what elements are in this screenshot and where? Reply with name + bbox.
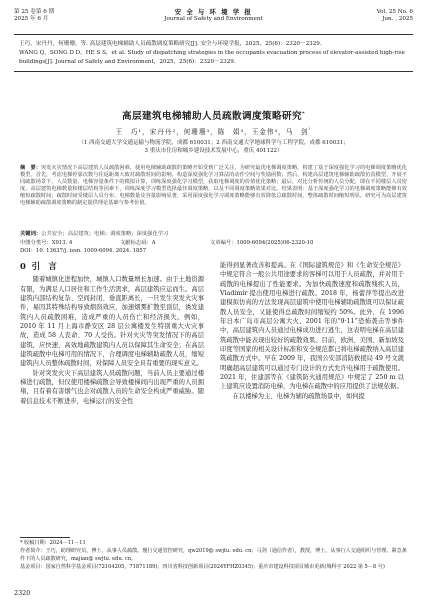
citation-cn: 王巧，宋丹丹，何珊珊，等. 高层建筑电梯辅助人员疏散调度策略研究[J]. 安全与环境学报，2025，25(6)：2320－2329. — [19, 41, 322, 47]
clc-number: 中图分类号：X913. 4 — [20, 240, 73, 246]
abstract-text: 突发火灾情况下高层建筑人员疏散困难，使用电梯辅助疏散的策略开始受到广泛关注。为研究最优电梯调度策略，构建了基于深度强化学习的电梯调度策略优化模型。首先，考虑电梯停靠次数与往返距离大致对疏散时间的影响，构造深度强化学习算法的动作空间与奖励函数；然后，构建高层建筑电梯辅助疏散仿真模型，开展不同疏散场景下，人员数量、电梯容量条件下的模拟计算，训练深度强化学习模型，获取电梯调度的价值优化策略；最后，对比分析传统的人员分配，即在不同楼层人员密度、高层建筑电梯数量和楼层结构等因素下，训练深度学习模型选择最佳调度策略，以及不同调度策略效果对比。结果表明：基于深度强化学习的电梯调度策略能够有效缩短疏散时间；疏散时间受楼层人员分布、电梯数量及容量影响显著，采用深度强化学习调度策略能够有效降低总疏散时间，整体疏散时间缩短明显。研究可为高层建筑电梯辅助疏散调度策略的制定提供理论基础与参考价值。 — [20, 165, 407, 207]
affiliations: （1 西南交通大学交通运输与物流学院，成都 610031；2 西南交通大学地球科学与工程学院，成都 610031； 3 重庆市住房和城乡建设技术发展中心，重庆 401122） — [78, 140, 349, 154]
footnote-received: * 收稿日期：2024－11－11 — [20, 540, 86, 546]
paragraph: 随着城镇化进程加快，城镇人口数量增长加速。由于土地资源有限，为满足人口居住和工作生活需求，高层建筑应运而生。高层建筑内部结构复杂、空间封闭、垂直距离长，一旦发生突发火灾事件，易因其特殊结构导致烟囱效应，加速烟雾扩散至顶层，诱发建筑内人员疏散困难，造成严重的人员伤亡和经济损失。例如，2010 年 11 月上海市静安区 28 层公寓楼发生特别重大火灾事故，造成 58 人丧命、70 人受伤。针对火灾等突发情况下的高层建筑，应快速、高效地疏散建筑内人员以保障其生命安全；在高层建筑疏散中电梯可用的情况下，合理调度电梯辅助疏散人员，缩短建筑内人员整体疏散时间，对保障人员安全具有重要的现实意义。 — [20, 276, 204, 368]
classification-line — [20, 238, 407, 246]
paper-title: 高层建筑电梯辅助人员疏散调度策略研究* — [122, 110, 305, 122]
running-header — [14, 9, 413, 35]
doi: DOI：10. 13637/j. issn. 1009-6094. 2024. 1857 — [20, 248, 147, 254]
abstract — [20, 165, 407, 208]
abstract-label: 摘 要： — [20, 165, 41, 171]
issue-info: 第 25 卷第 6 期 2025 年 6 月 — [14, 9, 55, 22]
document-code: 文献标志码：A — [120, 240, 156, 246]
journal-name: 安 全 与 环 境 学 报 Journal of Safety and Environment — [164, 8, 263, 22]
keywords-label: 关键词： — [20, 231, 42, 237]
paragraph: 在以楼梯为主、电梯为辅的疏散场景中，如何提 — [232, 392, 365, 400]
volume-info: Vol. 25 No. 6 Jun. , 2025 — [376, 9, 413, 22]
paragraph: 能得到显著改善和提高。在《国际建筑规范》和《生命安全规范》中规定符合一般公共用途要求的客梯可以用于人员疏散，并对用于疏散的电梯提出了性能要求。为加快疏散速度和疏散残疾人员，Vladimir 提出使用电梯进行疏散。2018 年，杨蕾萍等提出改进建模拟仿真的方法发现高层建筑中使用电梯辅助疏散既可以保证疏散人员安全，又能使得总疏散时间缩短约 50%。此外，在 1996 年日本广岛市高层公寓大火、2001 年的“9·11”恐怖袭击等事件中，高层建筑内人员通过电梯成功进行逃生，这表明电梯在高层建筑疏散中能表现出较好的疏散效果。目前，欧洲、美国、新加坡及印度等国家的相关设计标准和安全规范都已将电梯疏散纳入高层建筑疏散方式中。早在 2009 年，我国公安部消防救援局 49 号文就明确超高层建筑可以通过专门设计的方式允许电梯用于疏散使用。2021 年，住建部等在《建筑防火通用规范》中规定了 250 m 以上建筑应设置消防电梯，为电梯在疏散中的应用提供了法规依据。 — [220, 262, 404, 391]
footnote-funding: 基金项目：国家自然科学基金项目(72104205，71871189)；四川省科技创新项目(2024YFHZ0345)；重庆市建设科技项目城市更新(城科字 2022 第 5－8 号) — [20, 564, 385, 570]
citation-en-line2: buildings[J]. Journal of Safety and Environment，2025，25(6)：2320－2329. — [19, 59, 236, 65]
left-column — [20, 261, 204, 406]
citation-rule — [14, 71, 413, 72]
keywords — [20, 229, 407, 237]
header-rule — [14, 34, 413, 35]
author-list: 王 巧¹，宋丹丹²，何珊珊³，陈 娟³，王金伟³，马 剑$^{^1}$ — [115, 127, 312, 136]
article-number: 文章编号：1009-6094(2025)06-2320-10 — [210, 240, 314, 246]
page-number: 2320 — [14, 589, 31, 597]
citation-en-line1: WANG Q，SONG D D，HE S S，et al. Study of dispatching strategies in the occupants evacuation process of elevator-assisted high-rise — [19, 50, 405, 56]
footnote-author: 作者简介：王巧，助理研究员，博士，从事人员疏散、慢行交通管控研究，qw2019@ swjtu. edu. cn；马剑（通信作者），教授，博士，从事行人交通组织与管理、紧急条件下的人员疏散研究，majian@ swjtu. edu. cn。 — [20, 548, 407, 562]
keywords-text: 公共安全；高层建筑；电梯；调度策略；深度强化学习 — [41, 231, 169, 237]
footnote-rule — [20, 537, 70, 538]
right-column — [220, 261, 404, 401]
paragraph: 针对突发火灾下高层建筑人员疏散问题，当前人员主要通过楼梯进行疏散，但仅使用楼梯疏散会导致楼梯间内出现严重的人员拥堵，且有着有害烟气也会对疏散人员的生命安全构成严重威胁。随着信息技术不断进步，电梯运行的安全性 — [20, 369, 204, 405]
section-heading: 0 引 言 — [20, 261, 57, 271]
